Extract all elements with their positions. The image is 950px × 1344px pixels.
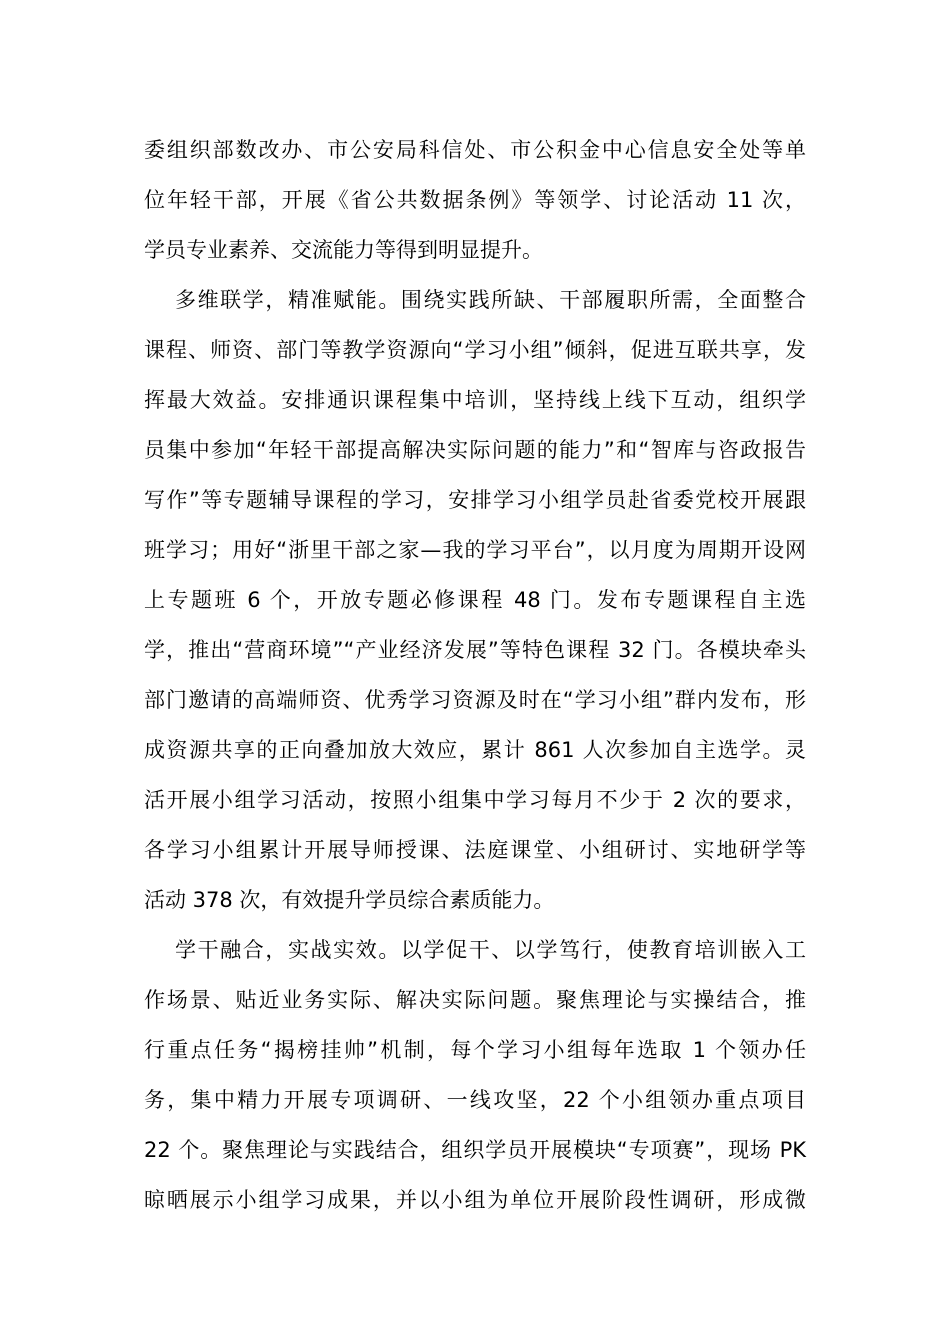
text-line-1: 委组织部数改办、市公安局科信处、市公积金中心信息安全处等单 [144,138,806,162]
text-line-12: 部门邀请的高端师资、优秀学习资源及时在“学习小组”群内发布，形 [144,688,806,712]
text-line-18: 作场景、贴近业务实际、解决实际问题。聚焦理论与实操结合，推 [144,988,806,1012]
text-line-19: 行重点任务“揭榜挂帅”机制，每个学习小组每年选取 1 个领办任 [144,1038,806,1062]
text-line-10: 上专题班 6 个，开放专题必修课程 48 门。发布专题课程自主选 [144,588,806,612]
paragraph-3-first-line: 学干融合，实战实效。以学促干、以学笃行，使教育培训嵌入工 [175,938,806,962]
text-line-13: 成资源共享的正向叠加放大效应，累计 861 人次参加自主选学。灵 [144,738,806,762]
text-line-11: 学，推出“营商环境”“产业经济发展”等特色课程 32 门。各模块牵头 [144,638,806,662]
text-line-22: 晾晒展示小组学习成果，并以小组为单位开展阶段性调研，形成微 [144,1188,806,1212]
paragraph-2-first-line: 多维联学，精准赋能。围绕实践所缺、干部履职所需，全面整合 [175,288,806,312]
text-line-9: 班学习；用好“浙里干部之家—我的学习平台”，以月度为周期开设网 [144,538,806,562]
text-line-20: 务，集中精力开展专项调研、一线攻坚，22 个小组领办重点项目 [144,1088,806,1112]
text-line-2: 位年轻干部，开展《省公共数据条例》等领学、讨论活动 11 次， [144,188,806,212]
text-line-21: 22 个。聚焦理论与实践结合，组织学员开展模块“专项赛”，现场 PK [144,1138,806,1162]
text-line-3: 学员专业素养、交流能力等得到明显提升。 [144,238,543,262]
text-line-8: 写作”等专题辅导课程的学习，安排学习小组学员赴省委党校开展跟 [144,488,806,512]
text-line-7: 员集中参加“年轻干部提高解决实际问题的能力”和“智库与咨政报告 [144,438,806,462]
text-line-6: 挥最大效益。安排通识课程集中培训，坚持线上线下互动，组织学 [144,388,806,412]
text-line-16: 活动 378 次，有效提升学员综合素质能力。 [144,888,555,912]
text-line-5: 课程、师资、部门等教学资源向“学习小组”倾斜，促进互联共享，发 [144,338,806,362]
text-line-14: 活开展小组学习活动，按照小组集中学习每月不少于 2 次的要求， [144,788,806,812]
text-line-15: 各学习小组累计开展导师授课、法庭课堂、小组研讨、实地研学等 [144,838,806,862]
